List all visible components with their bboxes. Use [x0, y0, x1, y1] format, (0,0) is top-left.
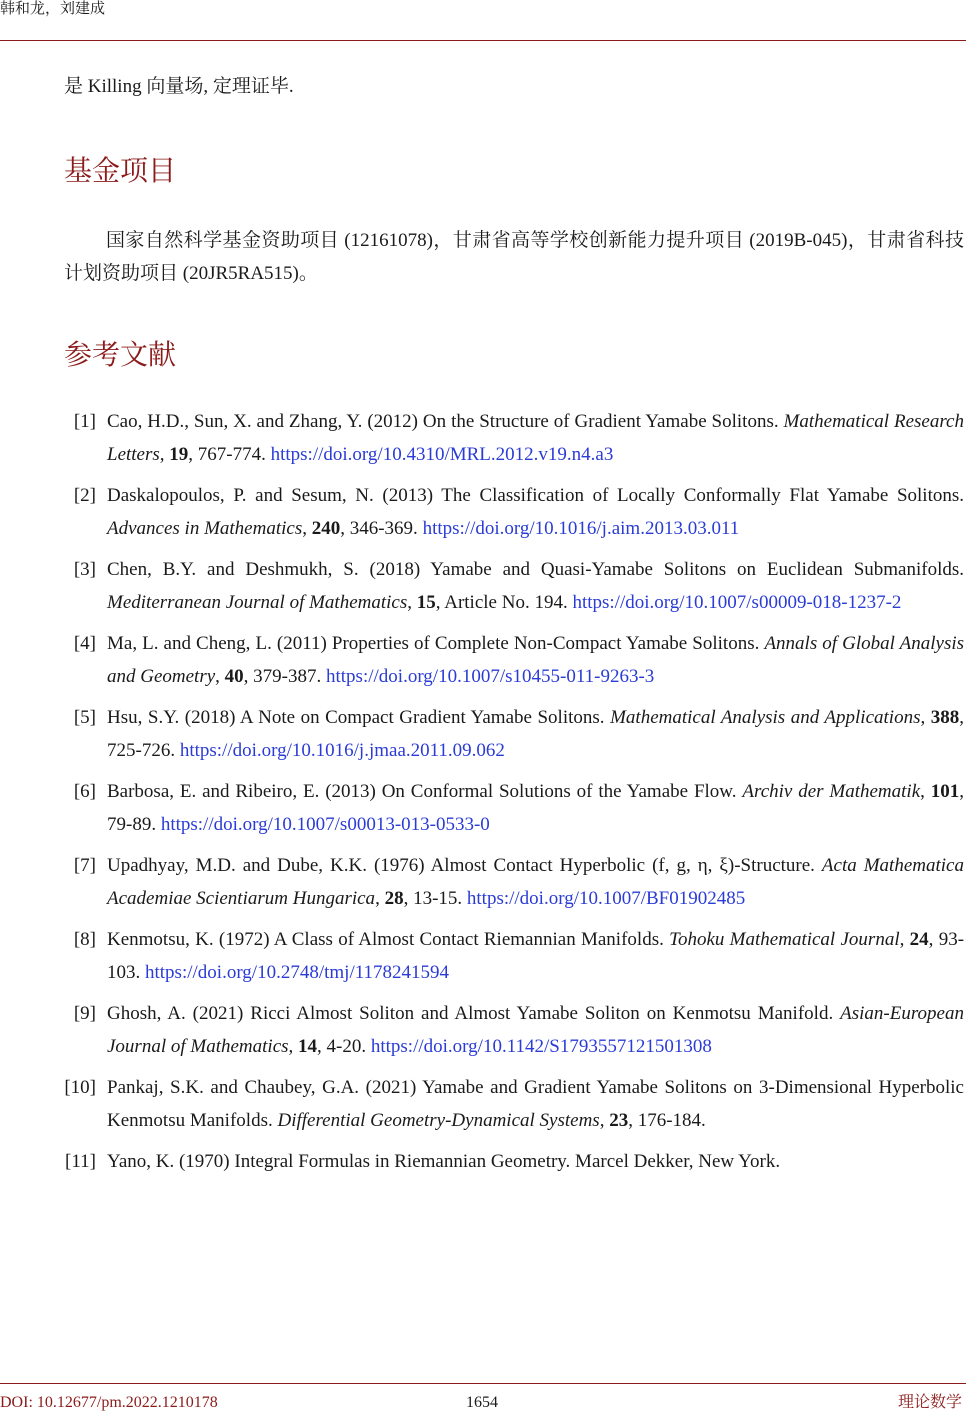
reference-doi-link[interactable]: https://doi.org/10.1016/j.jmaa.2011.09.062 — [179, 740, 505, 761]
reference-doi-link[interactable]: https://doi.org/10.4310/MRL.2012.v19.n4.a3 — [270, 444, 614, 465]
reference-volume: 388 — [930, 707, 960, 728]
reference-title: Ghosh, A. (2021) Ricci Almost Soliton and Almost Yamabe Soliton on Kenmotsu Manifold. — [107, 1003, 834, 1024]
reference-volume: 23 — [609, 1110, 629, 1131]
reference-item: [2] Daskalopoulos, P. and Sesum, N. (2013) The Classification of Locally Conformally Flat Yamabe Solitons. Advances in Mathematics, 240, 346-369. https://doi.org/10.1016/j.aim.2013.03.011 — [64, 479, 964, 545]
reference-item — [64, 1145, 964, 1178]
reference-pages: , 4-20. — [317, 1036, 367, 1057]
reference-pages: , 176-184. — [628, 1110, 706, 1131]
reference-doi-link[interactable]: https://doi.org/10.1007/s00009-018-1237-2 — [572, 592, 902, 613]
reference-title: Ma, L. and Cheng, L. (2011) Properties of Complete Non-Compact Yamabe Solitons. — [107, 633, 760, 654]
reference-title: Cao, H.D., Sun, X. and Zhang, Y. (2012) On the Structure of Gradient Yamabe Solitons. — [107, 411, 779, 432]
reference-title: Upadhyay, M.D. and Dube, K.K. (1976) Almost Contact Hyperbolic (f, g, η, ξ)-Structure. — [107, 855, 815, 876]
reference-doi-link[interactable]: https://doi.org/10.2748/tmj/1178241594 — [145, 962, 450, 983]
reference-number: [6] — [73, 781, 96, 802]
reference-pages: , 379-387. — [243, 666, 322, 687]
reference-title: Daskalopoulos, P. and Sesum, N. (2013) The Classification of Locally Conformally Flat Yamabe Solitons. — [107, 485, 964, 506]
reference-item: [10] Pankaj, S.K. and Chaubey, G.A. (2021) Yamabe and Gradient Yamabe Solitons on 3-Dimensional Hyperbolic Kenmotsu Manifolds. Differential Geometry-Dynamical Systems, 23, 176-184. — [64, 1071, 964, 1137]
reference-number: [10] — [64, 1077, 96, 1098]
reference-doi-link[interactable]: https://doi.org/10.1007/BF01902485 — [466, 888, 746, 909]
reference-journal: Acta Mathematica Academiae Scientiarum Hungarica — [107, 855, 964, 909]
reference-pages: , 767-774. — [188, 444, 266, 465]
reference-journal: Annals of Global Analysis and Geometry — [107, 633, 965, 687]
reference-volume: 15 — [416, 592, 436, 613]
reference-title: Chen, B.Y. and Deshmukh, S. (2018) Yamabe and Quasi-Yamabe Solitons on Euclidean Submanifolds. — [107, 559, 964, 580]
reference-journal: Archiv der Mathematik — [742, 781, 921, 802]
reference-pages: , 79-89. — [107, 781, 965, 835]
reference-pages: , Article No. 194. — [435, 592, 568, 613]
page-number: 1654 — [466, 1394, 498, 1411]
reference-volume: 24 — [909, 929, 929, 950]
funding-text: 国家自然科学基金资助项目 (12161078)，甘肃省高等学校创新能力提升项目 (2019B-045)，甘肃省科技计划资助项目 (20JR5RA515)。 — [64, 230, 964, 284]
funding-heading: 基金项目 — [64, 154, 177, 187]
reference-item: [3] Chen, B.Y. and Deshmukh, S. (2018) Yamabe and Quasi-Yamabe Solitons on Euclidean Submanifolds. Mediterranean Journal of Mathematics, 15, Article No. 194. https://doi.org/10.1007/s00009-018-1237-2 — [64, 553, 964, 619]
reference-number: [9] — [73, 1003, 96, 1024]
reference-number: [8] — [73, 929, 96, 950]
reference-number: [3] — [73, 559, 96, 580]
reference-volume: 101 — [930, 781, 960, 802]
footer-journal-name: 理论数学 — [897, 1394, 962, 1411]
reference-number: [11] — [65, 1151, 96, 1172]
reference-doi-link[interactable]: https://doi.org/10.1007/s10455-011-9263-3 — [326, 666, 655, 687]
proof-conclusion-line: 是 Killing 向量场, 定理证毕. — [64, 76, 294, 97]
reference-title: Pankaj, S.K. and Chaubey, G.A. (2021) Yamabe and Gradient Yamabe Solitons on 3-Dimensional Hyperbolic Kenmotsu Manifolds. — [107, 1077, 964, 1131]
reference-doi-link[interactable]: https://doi.org/10.1142/S1793557121501308 — [370, 1036, 712, 1057]
reference-journal: Mathematical Research Letters — [107, 411, 964, 465]
footer-divider — [0, 1383, 966, 1384]
reference-journal: Mathematical Analysis and Applications — [610, 707, 921, 728]
reference-title: Hsu, S.Y. (2018) A Note on Compact Gradient Yamabe Solitons. — [107, 707, 605, 728]
reference-journal: Tohoku Mathematical Journal — [669, 929, 900, 950]
reference-doi-link[interactable]: https://doi.org/10.1007/s00013-013-0533-0 — [160, 814, 490, 835]
reference-volume: 14 — [298, 1036, 318, 1057]
reference-title: Kenmotsu, K. (1972) A Class of Almost Contact Riemannian Manifolds. — [107, 929, 664, 950]
reference-item: [7] Upadhyay, M.D. and Dube, K.K. (1976) Almost Contact Hyperbolic (f, g, η, ξ)-Structure. Acta Mathematica Academiae Scientiarum Hungarica, 28, 13-15. https://doi.org/10.1007/BF01902485 — [64, 849, 964, 915]
reference-number: [7] — [73, 855, 96, 876]
reference-item: [5] Hsu, S.Y. (2018) A Note on Compact Gradient Yamabe Solitons. Mathematical Analysis and Applications, 388, 725-726. https://doi.org/10.1016/j.jmaa.2011.09.062 — [64, 701, 964, 767]
header-divider — [0, 40, 966, 41]
reference-number: [4] — [73, 633, 96, 654]
reference-number: [2] — [73, 485, 96, 506]
reference-number: [5] — [73, 707, 96, 728]
reference-pages: , 13-15. — [403, 888, 463, 909]
reference-title: Yano, K. (1970) Integral Formulas in Riemannian Geometry. Marcel Dekker, New York. — [107, 1151, 781, 1172]
reference-volume: 240 — [311, 518, 341, 539]
reference-volume: 40 — [224, 666, 244, 687]
reference-item: [8] Kenmotsu, K. (1972) A Class of Almost Contact Riemannian Manifolds. Tohoku Mathematical Journal, 24, 93-103. https://doi.org/10.2748/tmj/1178241594 — [64, 923, 964, 989]
reference-pages: , 725-726. — [107, 707, 965, 761]
reference-journal: Differential Geometry-Dynamical Systems — [277, 1110, 600, 1131]
reference-doi-link[interactable]: https://doi.org/10.1016/j.aim.2013.03.011 — [422, 518, 740, 539]
reference-list — [64, 405, 964, 1186]
reference-volume: 28 — [384, 888, 404, 909]
reference-item: [1] Cao, H.D., Sun, X. and Zhang, Y. (2012) On the Structure of Gradient Yamabe Solitons. Mathematical Research Letters, 19, 767-774. https://doi.org/10.4310/MRL.2012.v19.n4.a3 — [64, 405, 964, 471]
reference-journal: Asian-European Journal of Mathematics — [107, 1003, 964, 1057]
reference-journal: Advances in Mathematics — [107, 518, 303, 539]
reference-journal: Mediterranean Journal of Mathematics — [107, 592, 408, 613]
reference-title: Barbosa, E. and Ribeiro, E. (2013) On Conformal Solutions of the Yamabe Flow. — [107, 781, 737, 802]
reference-item: [9] Ghosh, A. (2021) Ricci Almost Soliton and Almost Yamabe Soliton on Kenmotsu Manifold. Asian-European Journal of Mathematics, 14, 4-20. https://doi.org/10.1142/S1793557121501308 — [64, 997, 964, 1063]
running-header-authors: 韩和龙，刘建成 — [0, 1, 106, 17]
reference-pages: , 93-103. — [107, 929, 965, 983]
reference-pages: , 346-369. — [340, 518, 418, 539]
references-heading: 参考文献 — [64, 338, 177, 371]
reference-number: [1] — [73, 411, 96, 432]
footer-doi-link[interactable]: DOI: 10.12677/pm.2022.1210178 — [0, 1394, 218, 1411]
reference-item: [6] Barbosa, E. and Ribeiro, E. (2013) On Conformal Solutions of the Yamabe Flow. Archiv der Mathematik, 101, 79-89. https://doi.org/10.1007/s00013-013-0533-0 — [64, 775, 964, 841]
reference-volume: 19 — [169, 444, 189, 465]
reference-item: [4] Ma, L. and Cheng, L. (2011) Properties of Complete Non-Compact Yamabe Solitons. Annals of Global Analysis and Geometry, 40, 379-387. https://doi.org/10.1007/s10455-011-9263-3 — [64, 627, 964, 693]
